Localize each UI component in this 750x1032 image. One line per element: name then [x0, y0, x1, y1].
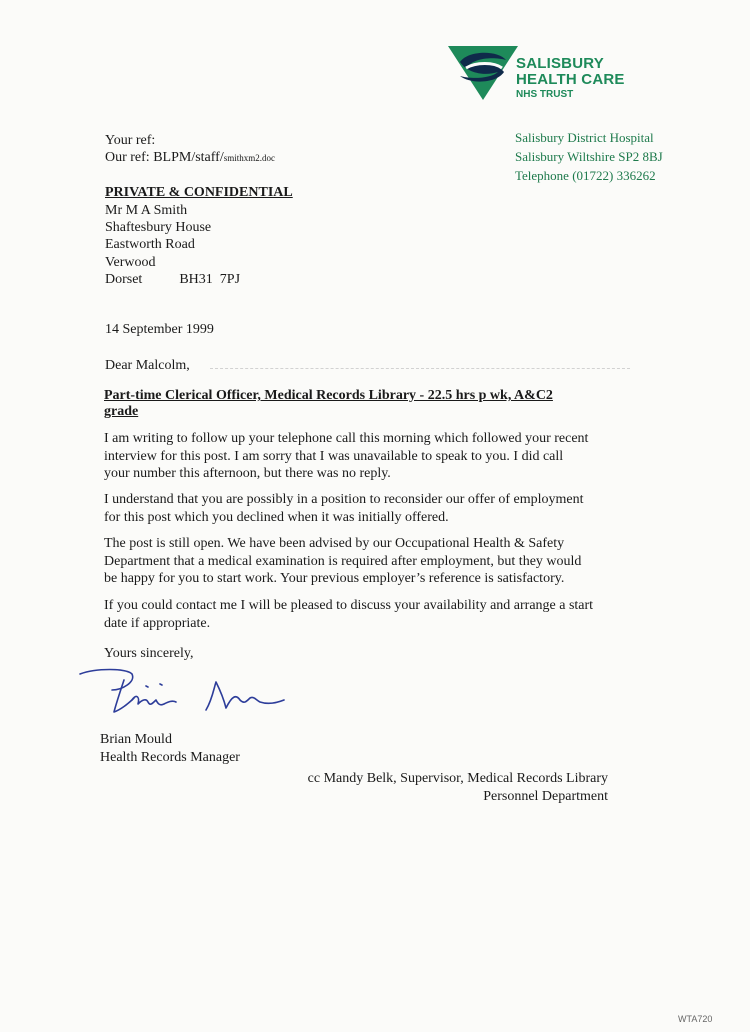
signer-title: Health Records Manager [100, 750, 240, 765]
recipient-address [105, 202, 240, 288]
cc-line1: cc Mandy Belk, Supervisor, Medical Records Library [307, 771, 608, 786]
org-line3: NHS TRUST [516, 89, 574, 100]
address-line1: Shaftesbury House [105, 220, 212, 236]
org-line1: SALISBURY [516, 55, 604, 72]
our-ref-label: Our ref: BLPM/staff/ [105, 150, 224, 165]
cc-line2: Personnel Department [483, 788, 608, 804]
your-ref: Your ref: [105, 133, 156, 148]
address-line3: Verwood [105, 254, 156, 270]
paragraph-3 [104, 535, 644, 588]
handwritten-signature [76, 660, 306, 722]
paragraph-line: Department that a medical examination is required after employment, but they would [104, 553, 582, 569]
confidential-marking: PRIVATE & CONFIDENTIAL [105, 185, 293, 200]
hospital-name: Salisbury District Hospital [515, 130, 654, 145]
cc-block [296, 770, 608, 805]
paragraph-line: The post is still open. We have been advised by our Occupational Health & Safety [104, 536, 565, 551]
signer-name: Brian Mould [100, 732, 172, 747]
paragraph-line: If you could contact me I will be pleased to discuss your availability and arrange a start [104, 598, 594, 613]
org-line2: HEALTH CARE [516, 71, 625, 88]
paragraph-2 [104, 491, 644, 526]
paragraph-line: interview for this post. I am sorry that I was unavailable to speak to you. I did call [104, 448, 564, 464]
paragraph-4 [104, 597, 644, 632]
paragraph-line: your number this afternoon, but there was no reply. [104, 466, 391, 481]
our-ref [105, 149, 275, 167]
our-ref-file: smithxm2.doc [223, 153, 275, 163]
reference-block [105, 132, 275, 167]
org-name [516, 56, 625, 101]
form-code: WTA720 [678, 1014, 713, 1024]
nhs-trust-logo-icon [446, 44, 520, 102]
salutation: Dear Malcolm, [105, 358, 190, 373]
address-postcode: BH31 7PJ [179, 271, 241, 287]
address-county-line [105, 271, 240, 288]
hospital-telephone: Telephone (01722) 336262 [515, 168, 656, 183]
paragraph-line: I understand that you are possibly in a position to reconsider our offer of employment [104, 492, 584, 507]
closing: Yours sincerely, [104, 646, 194, 661]
paragraph-line: date if appropriate. [104, 615, 211, 631]
scan-artifact-line [210, 368, 630, 369]
letter-subject: Part-time Clerical Officer, Medical Records Library - 22.5 hrs p wk, A&C2 grade [104, 388, 553, 419]
paragraph-line: I am writing to follow up your telephone call this morning which followed your recent [104, 431, 589, 446]
letter-date: 14 September 1999 [105, 322, 214, 337]
hospital-address-block [515, 128, 663, 185]
paragraph-1 [104, 430, 644, 483]
paragraph-line: for this post which you declined when it was initially offered. [104, 509, 449, 525]
recipient-name: Mr M A Smith [105, 203, 188, 218]
signer-block [100, 731, 240, 767]
hospital-address: Salisbury Wiltshire SP2 8BJ [515, 149, 663, 164]
address-county: Dorset [105, 271, 143, 287]
paragraph-line: be happy for you to start work. Your previous employer’s reference is satisfactory. [104, 571, 565, 586]
address-line2: Eastworth Road [105, 237, 195, 253]
